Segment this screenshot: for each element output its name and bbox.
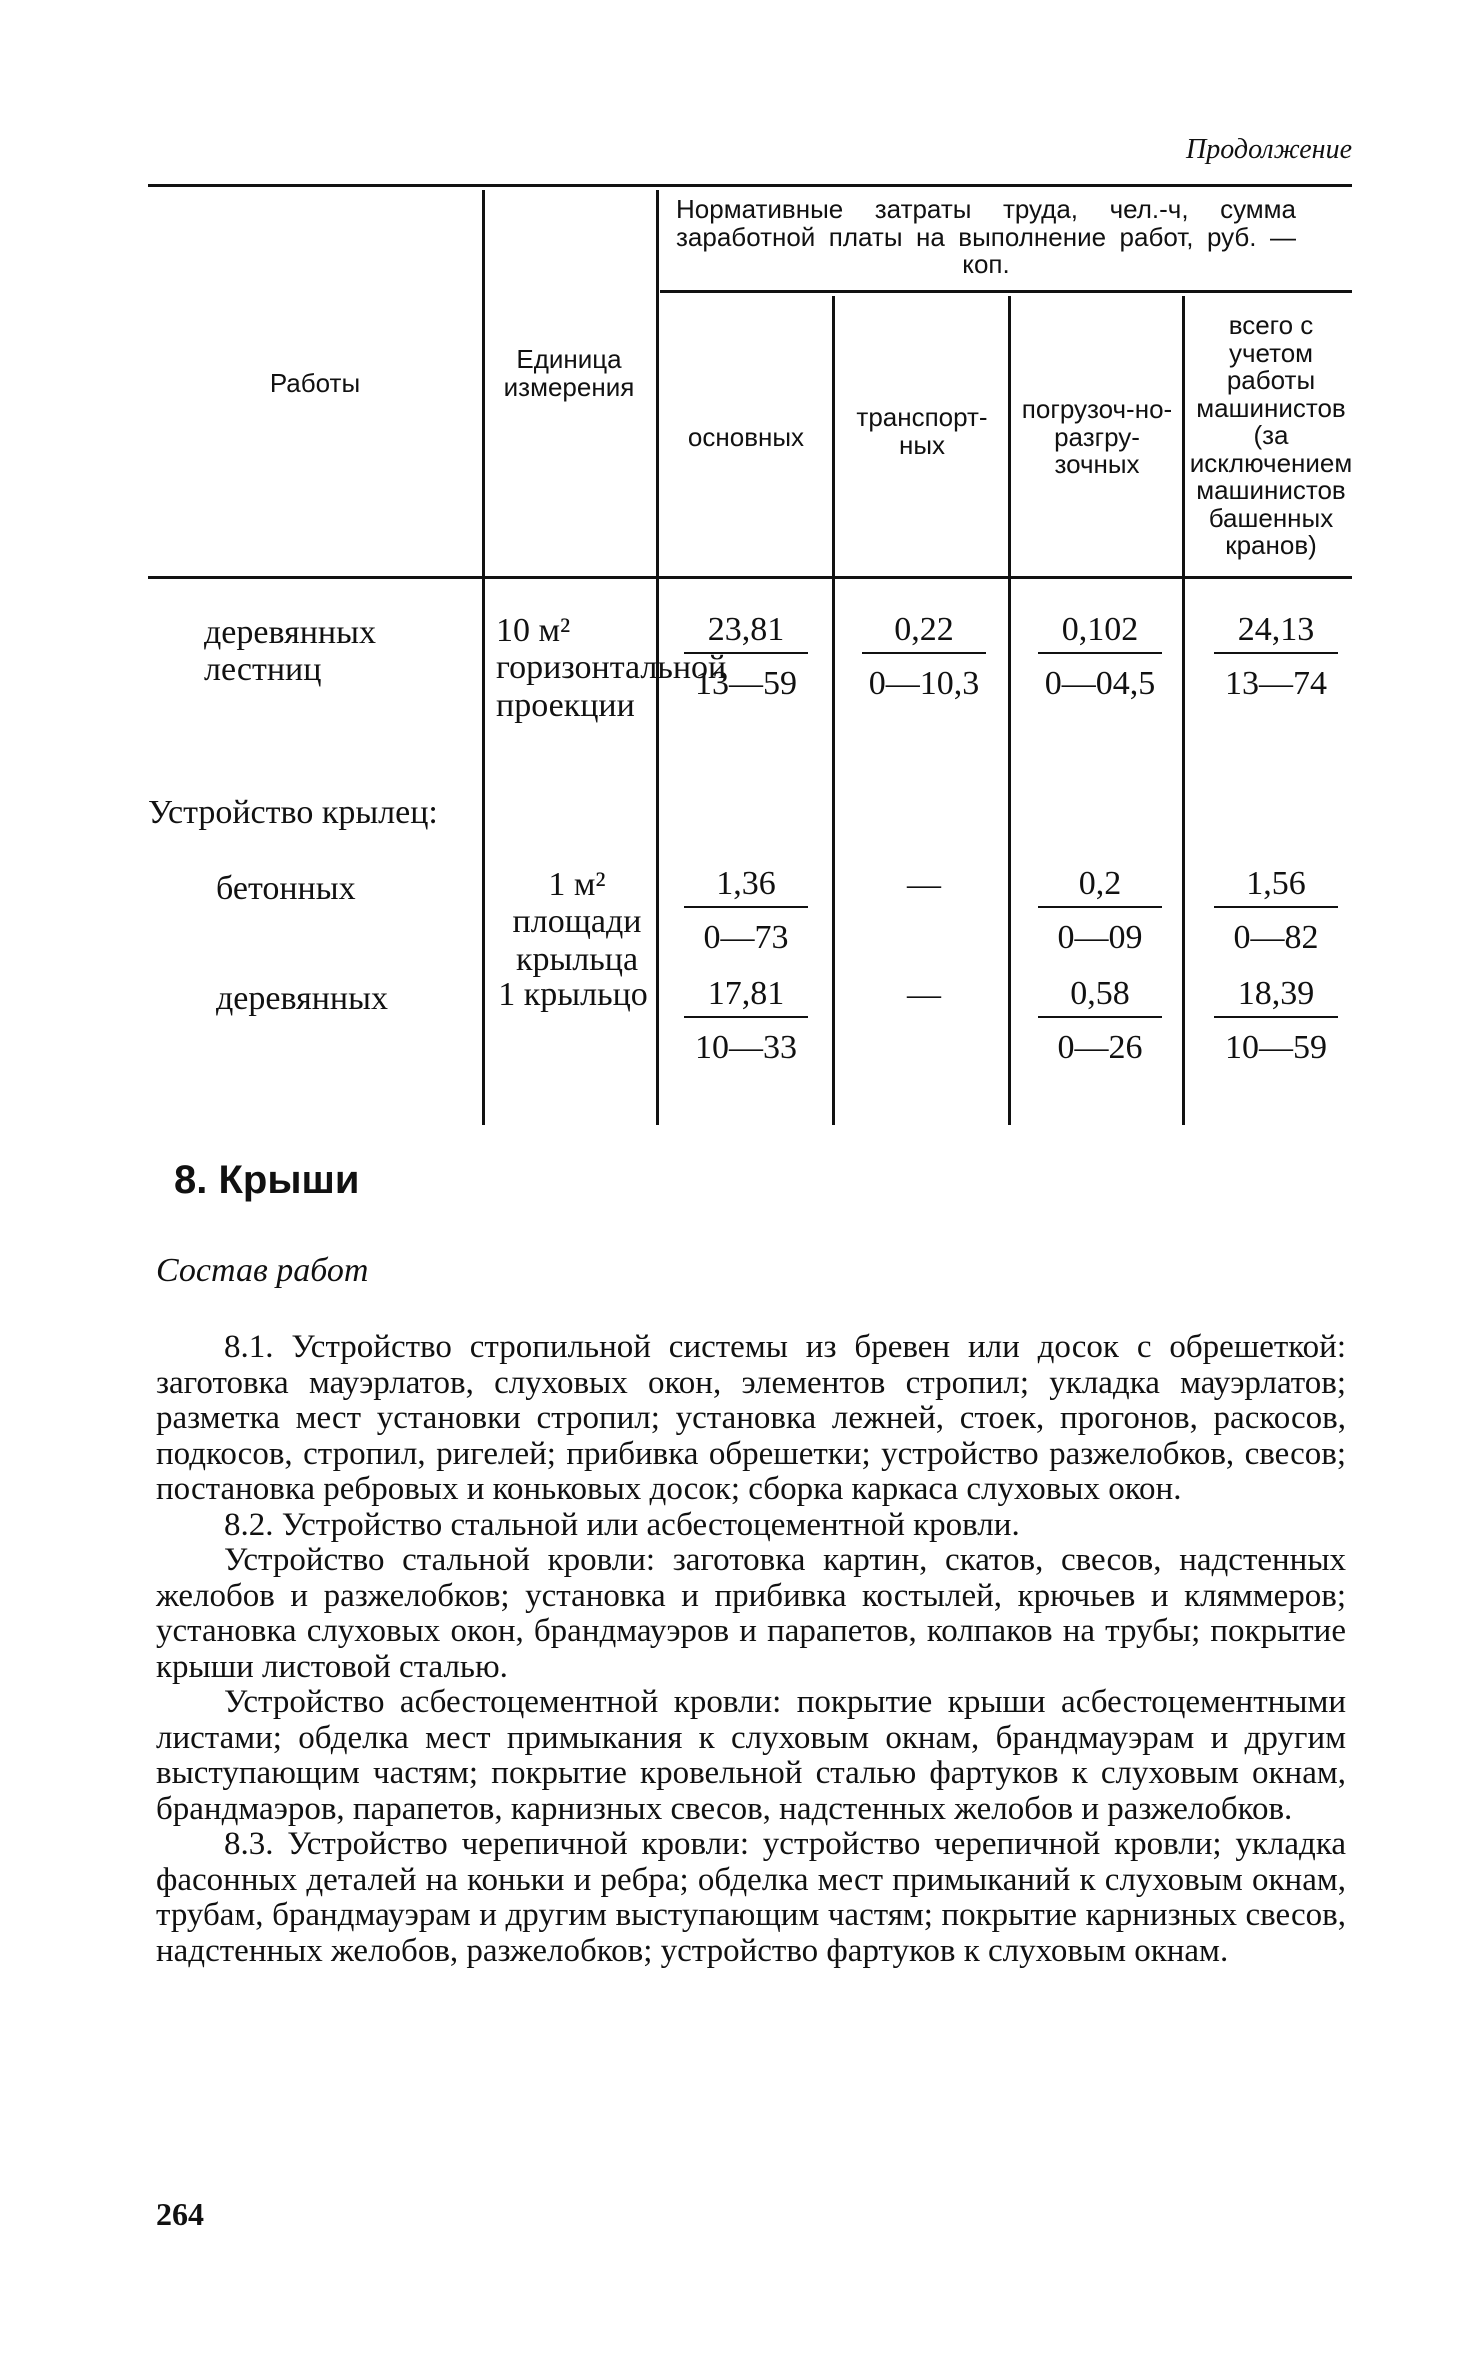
value-total-concrete: $\frac{1,56}{0—82}$ xyxy=(1214,864,1338,958)
row-work-stairs: деревянных лестниц xyxy=(204,614,376,689)
continuation-label: Продолжение xyxy=(1186,134,1352,165)
header-work: Работы xyxy=(269,368,361,398)
row-work-wooden: деревянных xyxy=(216,980,388,1017)
table-col-divider-3 xyxy=(832,296,835,1125)
value-basic-stairs: $\frac{23,81}{13—59}$ xyxy=(684,610,808,704)
header-transport: транспорт-ных xyxy=(856,402,988,460)
table-col-divider-4 xyxy=(1008,296,1011,1125)
paragraph-asbestos-roof: Устройство асбестоцементной кровли: покрытие крыши асбестоцементными листами; обделка мест примыкания к слуховым окнам, брандмауэрам и другим выступающим частям; покрытие кровельной сталью фартуков к слуховым окнам, брандмаэров, парапетов, карнизных свесов, надстенных желобов и разжелобков. xyxy=(156,1684,1346,1827)
header-total: всего с учетом работы машинистов (за исключением машинистов башенных кранов) xyxy=(1189,310,1353,561)
table-header-bottom-rule xyxy=(148,576,1352,579)
section-title: 8. Крыши xyxy=(174,1158,360,1202)
header-basic: основных xyxy=(687,422,805,452)
value-transport-wooden: — xyxy=(907,976,941,1013)
paragraph-8-3: 8.3. Устройство черепичной кровли: устройство черепичной кровли; укладка фасонных деталей на коньки и ребра; обделка мест примыканий к слуховым окнам, трубам, брандмауэрам и другим выступающим частям; покрытие карнизных свесов, надстенных желобов, разжелобков; устройство фартуков к слуховым окнам. xyxy=(156,1826,1346,1969)
row-unit-wooden: 1 крыльцо xyxy=(498,976,648,1013)
section-body xyxy=(156,1330,1346,1969)
value-transport-stairs: $\frac{0,22}{0—10,3}$ xyxy=(862,610,986,704)
paragraph-steel-roof: Устройство стальной кровли: заготовка картин, скатов, свесов, надстенных желобов и разжелобков; установка и прибивка костылей, крючьев и кляммеров; установка слуховых окон, брандмауэров и парапетов, колпаков на трубы; покрытие крыши листовой сталью. xyxy=(156,1542,1346,1685)
row-unit-stairs: 10 м² горизонтальной проекции xyxy=(496,612,727,724)
value-loading-stairs: $\frac{0,102}{0—04,5}$ xyxy=(1038,610,1162,704)
paragraph-8-1: 8.1. Устройство стропильной системы из бревен или досок с обрешеткой: заготовка мауэрлатов, слуховых окон, элементов стропил; укладка мауэрлатов; разметка мест установки стропил; установка лежней, стоек, прогонов, раскосов, подкосов, стропил, ригелей; прибивка обрешетки; устройство разжелобков, свесов; постановка ребровых и коньковых досок; сборка каркаса слуховых окон. xyxy=(156,1329,1346,1507)
value-total-wooden: $\frac{18,39}{10—59}$ xyxy=(1214,974,1338,1068)
table-subheader-rule xyxy=(660,290,1352,293)
page-number: 264 xyxy=(156,2196,204,2232)
row-work-concrete: бетонных xyxy=(216,870,356,907)
value-basic-concrete: $\frac{1,36}{0—73}$ xyxy=(684,864,808,958)
header-norm: Нормативные затраты труда, чел.-ч, сумма заработной платы на выполнение работ, руб. — коп. xyxy=(676,194,1296,280)
table-col-divider-1 xyxy=(482,190,485,1125)
row-unit-concrete: 1 м² площади крыльца xyxy=(512,866,642,978)
value-transport-concrete: — xyxy=(907,866,941,903)
value-basic-wooden: $\frac{17,81}{10—33}$ xyxy=(684,974,808,1068)
value-loading-wooden: $\frac{0,58}{0—26}$ xyxy=(1038,974,1162,1068)
value-loading-concrete: $\frac{0,2}{0—09}$ xyxy=(1038,864,1162,958)
section-subtitle: Состав работ xyxy=(156,1252,369,1289)
table-col-divider-5 xyxy=(1182,296,1185,1125)
paragraph-8-2: 8.2. Устройство стальной или асбестоцементной кровли. xyxy=(224,1506,1020,1543)
header-unit: Единица измерения xyxy=(503,344,635,402)
header-loading: погрузоч-но-разгру-зочных xyxy=(1021,394,1173,480)
row-group-porches: Устройство крылец: xyxy=(148,794,438,831)
value-total-stairs: $\frac{24,13}{13—74}$ xyxy=(1214,610,1338,704)
table-top-rule xyxy=(148,184,1352,187)
